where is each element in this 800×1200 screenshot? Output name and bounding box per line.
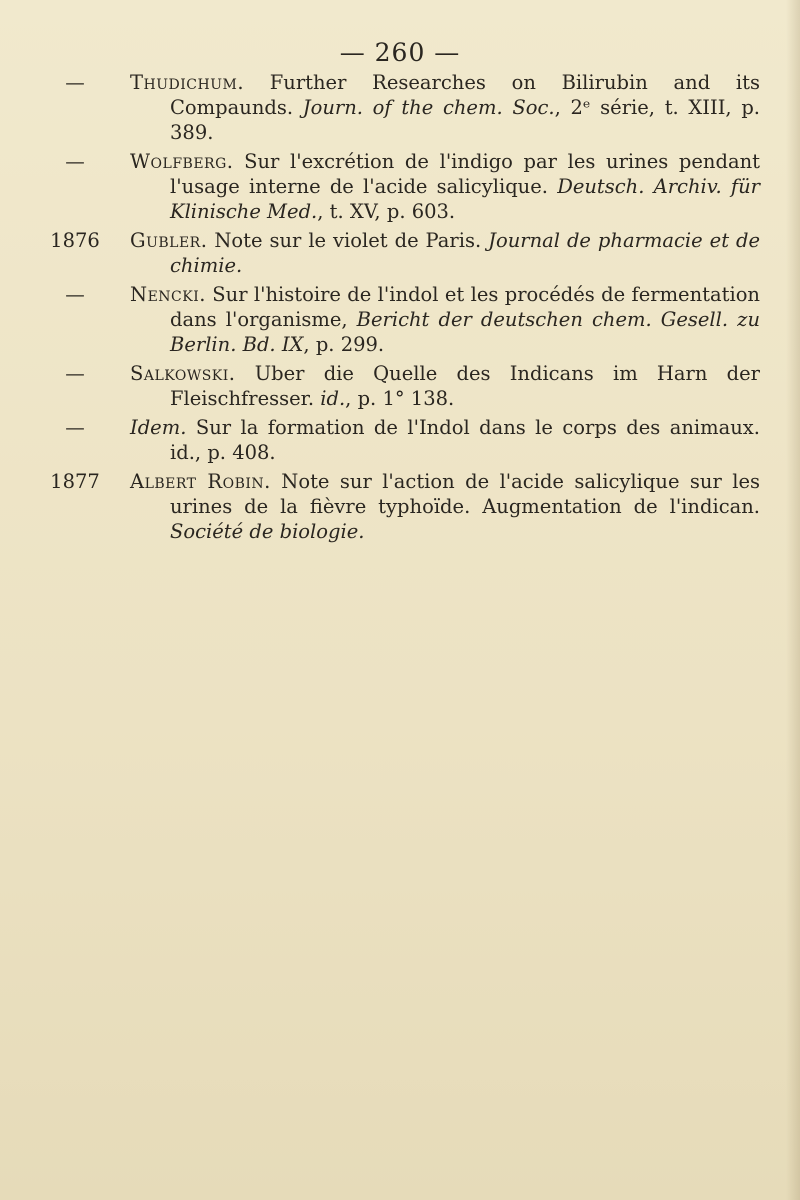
- entry-author: Gubler.: [130, 229, 208, 252]
- bibliography-entry: [50, 469, 760, 544]
- page-edge-shadow: [786, 0, 800, 1200]
- entry-marker: 1876: [50, 229, 100, 252]
- entry-title: Note sur l'action de l'acide salicylique sur les urines de la fièvre typhoïde. Augmentation de l'indican.: [170, 470, 760, 518]
- entry-marker: —: [65, 150, 85, 173]
- entry-details: , t. XV, p. 603.: [317, 200, 456, 223]
- entry-title: Further Researches on Bilirubin and its Compaunds.: [170, 71, 760, 119]
- entry-title: Sur l'excrétion de l'indigo par les urines pendant l'usage interne de l'acide salicylique.: [170, 150, 760, 198]
- entry-author: Salkowski.: [130, 362, 236, 385]
- entry-details: , p. 1° 138.: [345, 387, 455, 410]
- bibliography-entry: [65, 149, 760, 224]
- entry-marker: —: [65, 283, 85, 306]
- bibliography-list: [50, 70, 761, 548]
- entry-source: Deutsch. Archiv. für Klinische Med.: [170, 175, 760, 223]
- entry-title: Uber die Quelle des Indicans im Harn der Fleischfresser.: [170, 362, 760, 410]
- bibliography-entry: [50, 228, 760, 278]
- bibliography-entry: [65, 361, 760, 411]
- entry-source: Société de biologie.: [170, 520, 365, 543]
- entry-source: Journal de pharmacie et de chimie.: [170, 229, 760, 277]
- entry-author: Thudichum.: [130, 71, 245, 94]
- entry-details: , 2ᵉ série, t. XIII, p. 389.: [170, 96, 760, 144]
- entry-author: Wolfberg.: [130, 150, 234, 173]
- entry-details: Sur la formation de l'Indol dans le corps des animaux. id., p. 408.: [170, 416, 760, 464]
- entry-marker: —: [65, 71, 85, 94]
- entry-details: , p. 299.: [303, 333, 385, 356]
- entry-source: Journ. of the chem. Soc.: [302, 96, 555, 119]
- bibliography-entry: [65, 70, 760, 145]
- entry-marker: —: [65, 416, 85, 439]
- entry-source: Bericht der deutschen chem. Gesell. zu Berlin. Bd. IX: [170, 308, 761, 356]
- bibliography-entry: [65, 415, 760, 465]
- page-number: — 260 —: [339, 38, 461, 67]
- entry-source: Idem.: [130, 416, 187, 439]
- entry-title: Sur l'histoire de l'indol et les procédés de fermentation dans l'organisme,: [170, 283, 760, 331]
- bibliography-entry: [65, 282, 761, 357]
- entry-marker: —: [65, 362, 85, 385]
- entry-marker: 1877: [50, 470, 100, 493]
- entry-title: Note sur le violet de Paris.: [207, 229, 489, 252]
- entry-source: id.: [320, 387, 346, 410]
- entry-author: Albert Robin.: [130, 470, 271, 493]
- entry-author: Nencki.: [130, 283, 206, 306]
